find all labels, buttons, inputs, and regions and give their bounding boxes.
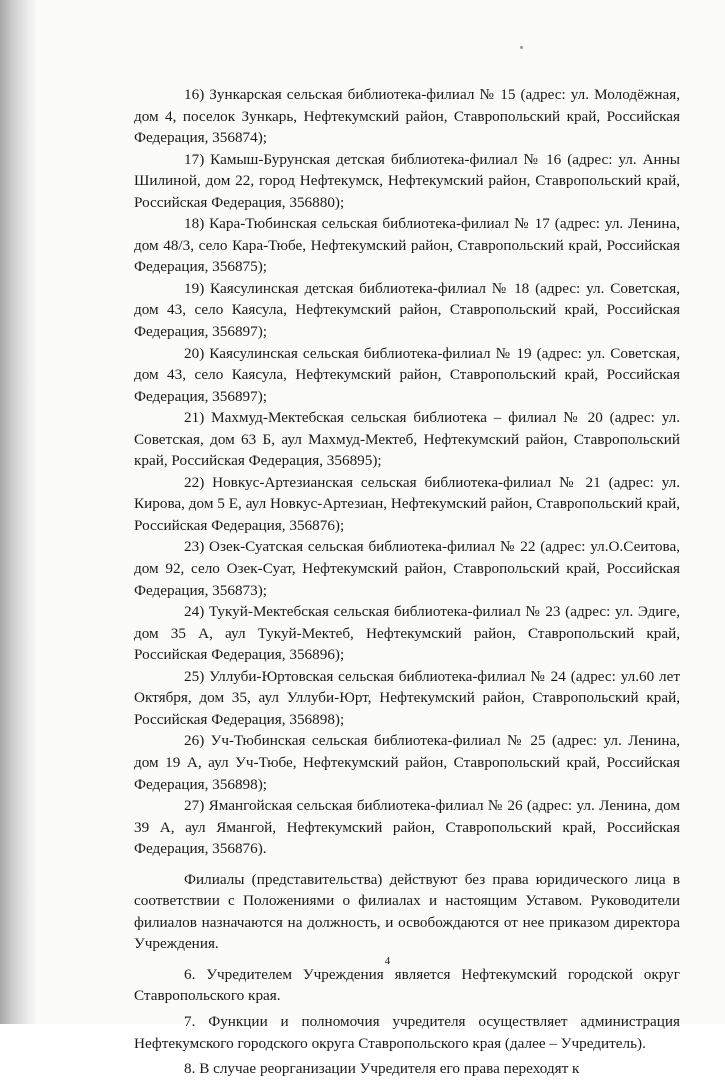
scan-speck	[520, 46, 523, 49]
list-item: 24) Тукуй-Мектебская сельская библиотека-филиал № 23 (адрес: ул. Эдиге, дом 35 А, аул Тукуй-Мектеб, Нефтекумский район, Ставропольский край, Российская Федерация, 356896);	[134, 603, 680, 664]
clause-7-paragraph: 7. Функции и полномочия учредителя осуществляет администрация Нефтекумского городского округа Ставропольского края (далее – Учредитель).	[134, 1012, 680, 1052]
list-item: 18) Кара-Тюбинская сельская библиотека-филиал № 17 (адрес: ул. Ленина, дом 48/3, село Кара-Тюбе, Нефтекумский район, Ставропольский край, Российская Федерация, 356875);	[134, 215, 680, 276]
document-body	[134, 84, 680, 1080]
list-item: 21) Махмуд-Мектебская сельская библиотека – филиал № 20 (адрес: ул. Советская, дом 63 Б, аул Махмуд-Мектеб, Нефтекумский район, Ставропольский край, Российская Федерация, 356895);	[134, 409, 680, 470]
list-item: 23) Озек-Суатская сельская библиотека-филиал № 22 (адрес: ул.О.Сеитова, дом 92, село Озек-Суат, Нефтекумский район, Ставропольский край, Российская Федерация, 356873);	[134, 538, 680, 599]
list-item: 17) Камыш-Бурунская детская библиотека-филиал № 16 (адрес: ул. Анны Шилиной, дом 22, город Нефтекумск, Нефтекумский район, Ставропольский край, Российская Федерация, 356880);	[134, 150, 680, 211]
clause-6-paragraph: 6. Учредителем Учреждения является Нефтекумский городской округ Ставропольского края.	[134, 965, 680, 1005]
branches-note-paragraph: Филиалы (представительства) действуют без права юридического лица в соответствии с Положениями о филиалах и настоящим Уставом. Руководители филиалов назначаются на должность, и освобождаются от нее приказом директора Учреждения.	[134, 870, 680, 953]
list-item: 25) Уллуби-Юртовская сельская библиотека-филиал № 24 (адрес: ул.60 лет Октября, дом 35, аул Уллуби-Юрт, Нефтекумский район, Ставропольский край, Российская Федерация, 356898);	[134, 667, 680, 728]
list-item: 22) Новкус-Артезианская сельская библиотека-филиал № 21 (адрес: ул. Кирова, дом 5 Е, аул Новкус-Артезиан, Нефтекумский район, Ставропольский край, Российская Федерация, 356876);	[134, 473, 680, 534]
list-item: 26) Уч-Тюбинская сельская библиотека-филиал № 25 (адрес: ул. Ленина, дом 19 А, аул Уч-Тюбе, Нефтекумский район, Ставропольский край, Российская Федерация, 356898);	[134, 732, 680, 793]
scan-edge-shadow	[0, 0, 38, 1024]
list-item: 16) Зункарская сельская библиотека-филиал № 15 (адрес: ул. Молодёжная, дом 4, поселок Зункарь, Нефтекумский район, Ставропольский край, Российская Федерация, 356874);	[134, 86, 680, 147]
page-number: 4	[384, 955, 391, 967]
clause-8-paragraph: 8. В случае реорганизации Учредителя его права переходят к	[184, 1060, 580, 1078]
list-item: 27) Ямангойская сельская библиотека-филиал № 26 (адрес: ул. Ленина, дом 39 А, аул Ямангой, Нефтекумский район, Ставропольский край, Российская Федерация, 356876).	[134, 797, 680, 858]
list-item: 20) Каясулинская сельская библиотека-филиал № 19 (адрес: ул. Советская, дом 43, село Каясула, Нефтекумский район, Ставропольский край, Российская Федерация, 356897);	[134, 344, 680, 405]
list-item: 19) Каясулинская детская библиотека-филиал № 18 (адрес: ул. Советская, дом 43, село Каясула, Нефтекумский район, Ставропольский край, Российская Федерация, 356897);	[134, 279, 680, 341]
